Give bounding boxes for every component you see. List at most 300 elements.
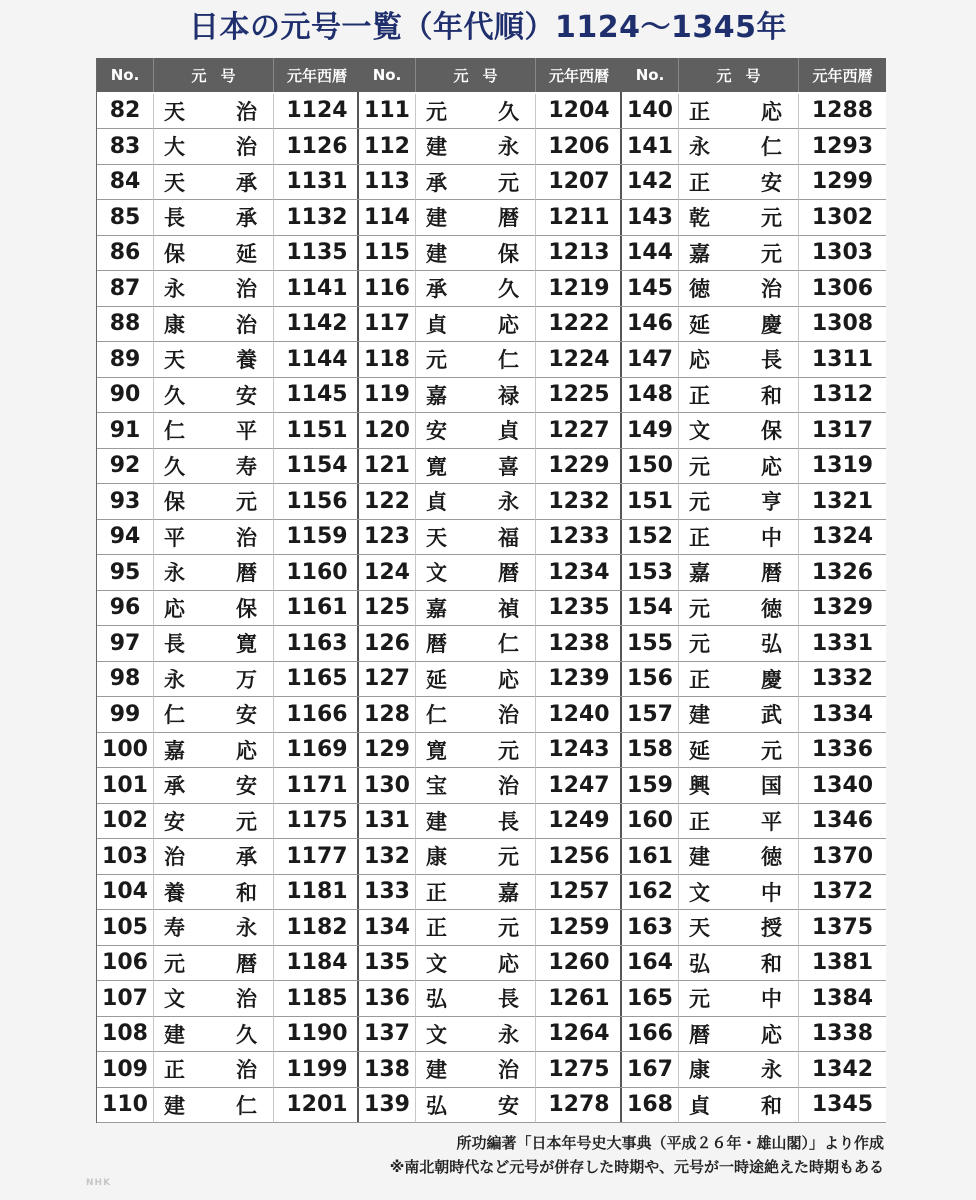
cell-no: 123 <box>359 520 416 556</box>
era-char-2: 寛 <box>236 632 257 657</box>
cell-year: 1324 <box>799 520 886 556</box>
era-char-1: 文 <box>426 951 447 976</box>
cell-year: 1334 <box>799 697 886 733</box>
cell-no: 136 <box>359 981 416 1017</box>
cell-no: 137 <box>359 1017 416 1053</box>
cell-era-name <box>679 733 799 769</box>
cell-era-name <box>679 555 799 591</box>
cell-era-name <box>679 378 799 414</box>
cell-era-name <box>416 839 536 875</box>
cell-no: 90 <box>97 378 154 414</box>
header-gengo-char2: 号 <box>220 66 236 85</box>
cell-year: 1151 <box>274 413 360 449</box>
cell-year: 1185 <box>274 981 360 1017</box>
era-char-2: 永 <box>236 916 257 941</box>
cell-no: 147 <box>622 342 679 378</box>
cell-no: 155 <box>622 626 679 662</box>
cell-no: 103 <box>97 839 154 875</box>
era-char-2: 慶 <box>761 312 782 337</box>
cell-no: 94 <box>97 520 154 556</box>
cell-era-name <box>154 981 274 1017</box>
cell-era-name <box>154 768 274 804</box>
cell-year: 1135 <box>274 236 360 272</box>
cell-no: 167 <box>622 1052 679 1088</box>
cell-year: 1332 <box>799 662 886 698</box>
cell-era-name <box>679 1088 799 1124</box>
cell-no: 83 <box>97 129 154 165</box>
cell-era-name <box>679 946 799 982</box>
era-char-2: 元 <box>236 809 257 834</box>
era-char-1: 承 <box>426 170 447 195</box>
cell-year: 1370 <box>799 839 886 875</box>
era-char-1: 康 <box>164 312 185 337</box>
era-char-2: 久 <box>498 277 519 302</box>
cell-no: 166 <box>622 1017 679 1053</box>
era-char-1: 治 <box>164 845 185 870</box>
era-char-1: 応 <box>164 596 185 621</box>
cell-era-name <box>416 626 536 662</box>
cell-era-name <box>154 662 274 698</box>
cell-no: 154 <box>622 591 679 627</box>
era-char-2: 貞 <box>498 419 519 444</box>
era-char-1: 文 <box>689 880 710 905</box>
cell-era-name <box>154 626 274 662</box>
era-char-1: 乾 <box>689 206 710 231</box>
era-char-2: 元 <box>498 170 519 195</box>
cell-era-name <box>154 271 274 307</box>
cell-era-name <box>154 307 274 343</box>
era-char-1: 寿 <box>164 916 185 941</box>
cell-era-name <box>416 733 536 769</box>
cell-year: 1372 <box>799 875 886 911</box>
cell-year: 1264 <box>536 1017 622 1053</box>
cell-no: 104 <box>97 875 154 911</box>
cell-no: 131 <box>359 804 416 840</box>
era-char-2: 和 <box>236 880 257 905</box>
era-char-1: 安 <box>164 809 185 834</box>
cell-no: 98 <box>97 662 154 698</box>
cell-no: 158 <box>622 733 679 769</box>
cell-year: 1124 <box>274 94 360 130</box>
cell-no: 120 <box>359 413 416 449</box>
cell-no: 114 <box>359 200 416 236</box>
era-char-1: 建 <box>689 703 710 728</box>
cell-no: 86 <box>97 236 154 272</box>
era-char-1: 天 <box>164 348 185 373</box>
cell-year: 1156 <box>274 484 360 520</box>
cell-no: 111 <box>359 94 416 130</box>
era-char-1: 元 <box>689 632 710 657</box>
cell-era-name <box>416 1017 536 1053</box>
cell-year: 1259 <box>536 910 622 946</box>
era-char-2: 徳 <box>761 845 782 870</box>
cell-no: 127 <box>359 662 416 698</box>
cell-no: 116 <box>359 271 416 307</box>
cell-no: 157 <box>622 697 679 733</box>
cell-no: 118 <box>359 342 416 378</box>
era-char-1: 嘉 <box>164 738 185 763</box>
era-char-1: 元 <box>689 596 710 621</box>
cell-year: 1256 <box>536 839 622 875</box>
cell-no: 95 <box>97 555 154 591</box>
cell-era-name <box>416 165 536 201</box>
broadcaster-watermark: NHK <box>86 1178 112 1188</box>
era-char-1: 康 <box>689 1058 710 1083</box>
header-gengo <box>416 58 536 92</box>
era-char-2: 治 <box>236 277 257 302</box>
era-char-1: 元 <box>426 99 447 124</box>
era-char-2: 安 <box>236 774 257 799</box>
cell-era-name <box>679 129 799 165</box>
cell-era-name <box>416 520 536 556</box>
era-char-2: 仁 <box>498 348 519 373</box>
cell-no: 141 <box>622 129 679 165</box>
header-gengo <box>679 58 799 92</box>
header-year: 元年西暦 <box>799 58 886 92</box>
era-char-1: 正 <box>689 525 710 550</box>
era-char-1: 正 <box>689 383 710 408</box>
cell-no: 128 <box>359 697 416 733</box>
cell-era-name <box>154 804 274 840</box>
cell-year: 1303 <box>799 236 886 272</box>
era-char-1: 弘 <box>689 951 710 976</box>
cell-no: 124 <box>359 555 416 591</box>
era-char-2: 元 <box>498 845 519 870</box>
era-char-1: 平 <box>164 525 185 550</box>
era-char-2: 応 <box>498 312 519 337</box>
era-char-1: 延 <box>426 667 447 692</box>
era-char-2: 武 <box>761 703 782 728</box>
era-char-1: 永 <box>164 277 185 302</box>
era-char-2: 中 <box>761 525 782 550</box>
era-char-1: 嘉 <box>426 596 447 621</box>
cell-era-name <box>154 733 274 769</box>
cell-era-name <box>679 271 799 307</box>
cell-era-name <box>416 413 536 449</box>
cell-year: 1311 <box>799 342 886 378</box>
cell-no: 99 <box>97 697 154 733</box>
era-char-2: 国 <box>761 774 782 799</box>
cell-era-name <box>679 768 799 804</box>
cell-year: 1229 <box>536 449 622 485</box>
table-block <box>359 58 622 1123</box>
era-char-1: 文 <box>164 987 185 1012</box>
cell-era-name <box>416 1088 536 1124</box>
era-char-1: 大 <box>164 135 185 160</box>
cell-year: 1317 <box>799 413 886 449</box>
cell-year: 1234 <box>536 555 622 591</box>
era-char-1: 延 <box>689 312 710 337</box>
era-char-2: 仁 <box>761 135 782 160</box>
cell-era-name <box>416 768 536 804</box>
era-char-1: 久 <box>164 383 185 408</box>
cell-era-name <box>154 839 274 875</box>
era-char-2: 応 <box>761 454 782 479</box>
cell-no: 125 <box>359 591 416 627</box>
cell-year: 1177 <box>274 839 360 875</box>
cell-no: 105 <box>97 910 154 946</box>
era-char-2: 安 <box>236 703 257 728</box>
cell-no: 101 <box>97 768 154 804</box>
era-char-2: 福 <box>498 525 519 550</box>
cell-year: 1175 <box>274 804 360 840</box>
era-char-2: 元 <box>761 206 782 231</box>
era-char-2: 暦 <box>498 206 519 231</box>
era-char-1: 宝 <box>426 774 447 799</box>
cell-era-name <box>679 839 799 875</box>
cell-year: 1288 <box>799 94 886 130</box>
cell-no: 153 <box>622 555 679 591</box>
era-char-1: 元 <box>689 490 710 515</box>
era-char-2: 暦 <box>761 561 782 586</box>
cell-era-name <box>679 236 799 272</box>
cell-no: 161 <box>622 839 679 875</box>
cell-no: 150 <box>622 449 679 485</box>
cell-year: 1338 <box>799 1017 886 1053</box>
era-char-1: 久 <box>164 454 185 479</box>
cell-era-name <box>679 165 799 201</box>
cell-year: 1199 <box>274 1052 360 1088</box>
era-char-1: 建 <box>426 1058 447 1083</box>
era-char-2: 慶 <box>761 667 782 692</box>
cell-year: 1249 <box>536 804 622 840</box>
era-char-2: 仁 <box>498 632 519 657</box>
cell-no: 146 <box>622 307 679 343</box>
era-char-1: 長 <box>164 632 185 657</box>
cell-era-name <box>154 1052 274 1088</box>
cell-era-name <box>416 662 536 698</box>
cell-year: 1306 <box>799 271 886 307</box>
era-char-2: 寿 <box>236 454 257 479</box>
era-char-1: 保 <box>164 490 185 515</box>
cell-no: 130 <box>359 768 416 804</box>
cell-era-name <box>679 342 799 378</box>
era-char-1: 嘉 <box>689 561 710 586</box>
cell-year: 1201 <box>274 1088 360 1124</box>
era-char-1: 弘 <box>426 1093 447 1118</box>
cell-era-name <box>154 946 274 982</box>
cell-year: 1384 <box>799 981 886 1017</box>
cell-era-name <box>679 910 799 946</box>
header-year: 元年西暦 <box>274 58 360 92</box>
era-char-1: 文 <box>689 419 710 444</box>
cell-era-name <box>679 626 799 662</box>
cell-no: 119 <box>359 378 416 414</box>
cell-year: 1145 <box>274 378 360 414</box>
cell-era-name <box>154 236 274 272</box>
cell-no: 88 <box>97 307 154 343</box>
era-char-2: 承 <box>236 206 257 231</box>
cell-no: 92 <box>97 449 154 485</box>
cell-era-name <box>416 981 536 1017</box>
cell-no: 143 <box>622 200 679 236</box>
cell-no: 84 <box>97 165 154 201</box>
cell-no: 156 <box>622 662 679 698</box>
cell-era-name <box>154 520 274 556</box>
era-char-2: 長 <box>498 987 519 1012</box>
cell-year: 1233 <box>536 520 622 556</box>
era-char-1: 文 <box>426 561 447 586</box>
cell-era-name <box>416 342 536 378</box>
cell-no: 134 <box>359 910 416 946</box>
cell-era-name <box>416 200 536 236</box>
era-char-2: 治 <box>236 1058 257 1083</box>
header-gengo <box>154 58 274 92</box>
cell-year: 1238 <box>536 626 622 662</box>
header-year: 元年西暦 <box>536 58 622 92</box>
cell-no: 107 <box>97 981 154 1017</box>
cell-year: 1160 <box>274 555 360 591</box>
cell-no: 97 <box>97 626 154 662</box>
era-char-1: 弘 <box>426 987 447 1012</box>
era-table <box>96 58 886 1123</box>
era-table-columns <box>96 58 886 1123</box>
footnote: ※南北朝時代など元号が併存した時期や、元号が一時途絶えた時期もある <box>389 1158 884 1176</box>
era-char-2: 授 <box>761 916 782 941</box>
era-char-2: 弘 <box>761 632 782 657</box>
cell-era-name <box>154 165 274 201</box>
cell-era-name <box>416 875 536 911</box>
cell-no: 168 <box>622 1088 679 1124</box>
era-char-2: 禄 <box>498 383 519 408</box>
cell-no: 159 <box>622 768 679 804</box>
header-gengo-char1: 元 <box>191 66 207 85</box>
cell-no: 139 <box>359 1088 416 1124</box>
cell-era-name <box>416 94 536 130</box>
cell-era-name <box>416 591 536 627</box>
era-char-1: 建 <box>164 1093 185 1118</box>
cell-era-name <box>154 342 274 378</box>
cell-year: 1336 <box>799 733 886 769</box>
cell-year: 1257 <box>536 875 622 911</box>
cell-year: 1321 <box>799 484 886 520</box>
era-char-1: 仁 <box>164 703 185 728</box>
era-char-1: 正 <box>426 916 447 941</box>
cell-year: 1235 <box>536 591 622 627</box>
era-char-2: 亨 <box>761 490 782 515</box>
cell-year: 1206 <box>536 129 622 165</box>
era-char-2: 万 <box>236 667 257 692</box>
cell-era-name <box>679 484 799 520</box>
header-gengo-char1: 元 <box>716 66 732 85</box>
era-char-2: 中 <box>761 987 782 1012</box>
cell-year: 1142 <box>274 307 360 343</box>
cell-era-name <box>154 591 274 627</box>
era-char-1: 延 <box>689 738 710 763</box>
era-char-1: 文 <box>426 1022 447 1047</box>
era-char-2: 仁 <box>236 1093 257 1118</box>
era-char-2: 治 <box>236 99 257 124</box>
era-char-1: 貞 <box>426 312 447 337</box>
cell-year: 1213 <box>536 236 622 272</box>
cell-no: 108 <box>97 1017 154 1053</box>
cell-era-name <box>416 1052 536 1088</box>
era-char-2: 治 <box>761 277 782 302</box>
era-char-2: 承 <box>236 845 257 870</box>
cell-no: 100 <box>97 733 154 769</box>
cell-no: 106 <box>97 946 154 982</box>
cell-era-name <box>416 236 536 272</box>
era-char-1: 嘉 <box>426 383 447 408</box>
cell-year: 1331 <box>799 626 886 662</box>
era-char-2: 永 <box>498 1022 519 1047</box>
era-char-1: 寛 <box>426 738 447 763</box>
cell-era-name <box>679 1052 799 1088</box>
era-char-2: 元 <box>236 490 257 515</box>
era-char-1: 建 <box>426 135 447 160</box>
era-char-1: 応 <box>689 348 710 373</box>
cell-year: 1132 <box>274 200 360 236</box>
era-char-2: 応 <box>498 667 519 692</box>
era-char-2: 暦 <box>498 561 519 586</box>
cell-era-name <box>679 520 799 556</box>
cell-era-name <box>679 662 799 698</box>
cell-no: 117 <box>359 307 416 343</box>
era-char-2: 久 <box>498 99 519 124</box>
era-char-1: 建 <box>689 845 710 870</box>
cell-era-name <box>679 449 799 485</box>
cell-year: 1165 <box>274 662 360 698</box>
header-no: No. <box>359 58 416 92</box>
cell-no: 140 <box>622 94 679 130</box>
cell-year: 1342 <box>799 1052 886 1088</box>
cell-year: 1375 <box>799 910 886 946</box>
header-gengo-char2: 号 <box>745 66 761 85</box>
cell-year: 1131 <box>274 165 360 201</box>
cell-year: 1207 <box>536 165 622 201</box>
era-char-1: 天 <box>164 99 185 124</box>
cell-no: 85 <box>97 200 154 236</box>
cell-year: 1161 <box>274 591 360 627</box>
era-char-2: 保 <box>236 596 257 621</box>
cell-era-name <box>154 378 274 414</box>
era-char-1: 徳 <box>689 277 710 302</box>
cell-no: 110 <box>97 1088 154 1124</box>
era-char-2: 長 <box>498 809 519 834</box>
cell-year: 1154 <box>274 449 360 485</box>
era-char-2: 元 <box>498 916 519 941</box>
era-char-1: 元 <box>689 987 710 1012</box>
cell-no: 138 <box>359 1052 416 1088</box>
era-char-2: 暦 <box>236 561 257 586</box>
table-block <box>622 58 886 1123</box>
cell-no: 115 <box>359 236 416 272</box>
cell-year: 1232 <box>536 484 622 520</box>
cell-year: 1126 <box>274 129 360 165</box>
cell-era-name <box>154 129 274 165</box>
cell-era-name <box>416 697 536 733</box>
cell-era-name <box>154 697 274 733</box>
era-char-1: 暦 <box>426 632 447 657</box>
cell-year: 1299 <box>799 165 886 201</box>
cell-no: 148 <box>622 378 679 414</box>
era-char-1: 永 <box>164 667 185 692</box>
era-char-1: 承 <box>164 774 185 799</box>
era-char-2: 安 <box>236 383 257 408</box>
era-char-1: 正 <box>164 1058 185 1083</box>
cell-no: 102 <box>97 804 154 840</box>
era-char-1: 仁 <box>164 419 185 444</box>
era-char-1: 建 <box>164 1022 185 1047</box>
era-char-1: 寛 <box>426 454 447 479</box>
cell-era-name <box>154 1088 274 1124</box>
era-char-2: 治 <box>498 774 519 799</box>
cell-no: 163 <box>622 910 679 946</box>
era-char-2: 応 <box>236 738 257 763</box>
cell-no: 142 <box>622 165 679 201</box>
cell-year: 1243 <box>536 733 622 769</box>
era-char-2: 保 <box>761 419 782 444</box>
